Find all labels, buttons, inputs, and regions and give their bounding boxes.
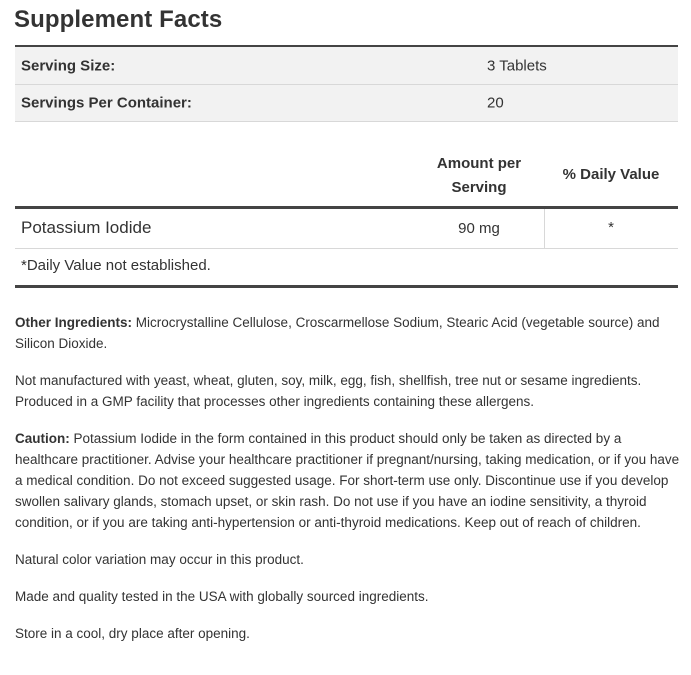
amount-header-line1: Amount per <box>436 155 522 172</box>
daily-value-footnote-row <box>15 249 678 288</box>
caution-label: Caution: <box>15 431 70 446</box>
daily-value-header: % Daily Value <box>562 166 660 183</box>
table-row <box>15 209 678 249</box>
other-ingredients-text: Microcrystalline Cellulose, Croscarmellose Sodium, Stearic Acid (vegetable source) and Silicon Dioxide. <box>15 315 660 351</box>
serving-size-label: Serving Size: <box>21 57 116 74</box>
page-title: Supplement Facts <box>14 6 223 33</box>
color-variation-paragraph: Natural color variation may occur in this product. <box>15 552 304 567</box>
storage-paragraph: Store in a cool, dry place after opening. <box>15 626 250 641</box>
servings-per-container-row <box>15 85 678 122</box>
allergen-paragraph: Not manufactured with yeast, wheat, gluten, soy, milk, egg, fish, shellfish, tree nut or sesame ingredients. Produced in a GMP facility that processes other ingredients containing these allergens. <box>15 373 642 409</box>
serving-info-table <box>15 45 678 122</box>
quality-paragraph: Made and quality tested in the USA with globally sourced ingredients. <box>15 589 429 604</box>
amount-header-line2: Serving <box>451 179 507 196</box>
amount-per-serving-header <box>415 152 543 200</box>
caution-paragraph <box>15 428 680 533</box>
nutrient-amount: 90 mg <box>458 220 500 237</box>
product-notes <box>15 312 680 660</box>
serving-size-value: 3 Tablets <box>487 57 547 74</box>
nutrient-daily-value: * <box>608 219 614 236</box>
servings-per-container-value: 20 <box>487 94 504 112</box>
nutrient-table-header <box>15 150 678 209</box>
other-ingredients-label: Other Ingredients: <box>15 315 133 330</box>
other-ingredients-paragraph <box>15 312 680 354</box>
nutrient-name: Potassium Iodide <box>21 218 152 237</box>
serving-size-row <box>15 47 678 85</box>
daily-value-footnote: *Daily Value not established. <box>21 257 211 274</box>
servings-per-container-label: Servings Per Container: <box>21 94 192 112</box>
caution-text: Potassium Iodide in the form contained in this product should only be taken as directed by a healthcare practitioner. Advise your healthcare practitioner if pregnant/nursing, taking medication, or if you have a medical condition. Do not exceed suggested usage. For short-term use only. Discontinue use if you develop swollen salivary glands, stomach upset, or skin rash. Do not use if you have an iodine sensitivity, a thyroid condition, or if you are taking anti-hypertension or anti-thyroid medications. Keep out of reach of children. <box>15 431 680 530</box>
